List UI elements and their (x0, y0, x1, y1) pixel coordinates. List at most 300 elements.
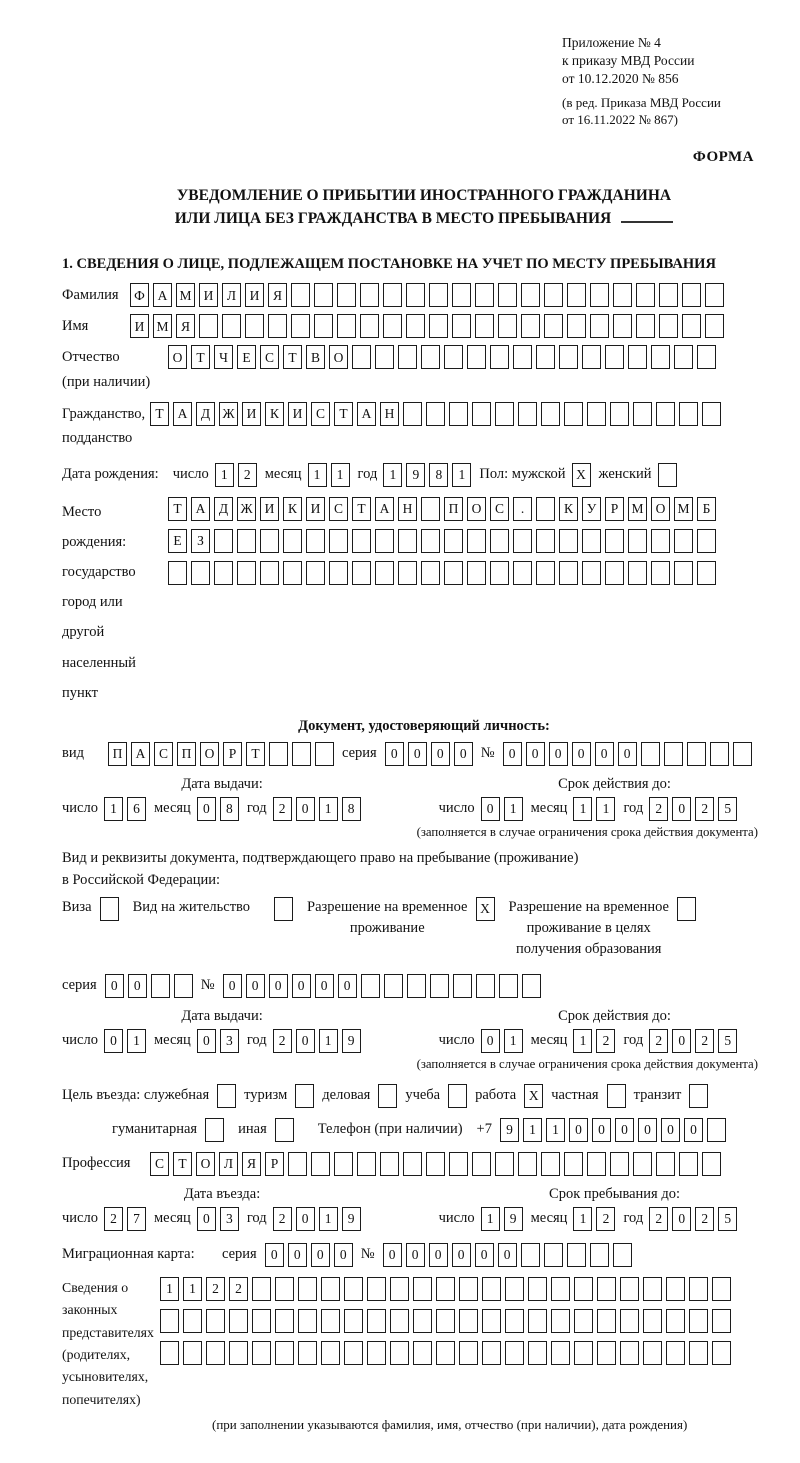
char-cell[interactable] (513, 561, 532, 585)
char-cell[interactable] (544, 283, 563, 307)
char-cell[interactable]: 2 (238, 463, 257, 487)
char-cell[interactable]: 0 (452, 1243, 471, 1267)
char-cell[interactable] (567, 314, 586, 338)
char-cell[interactable]: П (444, 497, 463, 521)
char-cell[interactable]: 9 (504, 1207, 523, 1231)
char-cell[interactable] (407, 974, 426, 998)
char-cell[interactable] (521, 283, 540, 307)
char-cell[interactable]: П (177, 742, 196, 766)
char-cell[interactable] (659, 314, 678, 338)
char-cell[interactable]: X (524, 1084, 543, 1108)
char-cell[interactable] (352, 529, 371, 553)
char-cell[interactable]: 0 (526, 742, 545, 766)
char-cell[interactable]: 0 (618, 742, 637, 766)
char-cell[interactable]: А (375, 497, 394, 521)
char-cell[interactable] (160, 1341, 179, 1365)
char-cell[interactable] (329, 561, 348, 585)
char-cell[interactable]: 9 (342, 1207, 361, 1231)
char-cell[interactable]: 0 (572, 742, 591, 766)
char-cell[interactable] (214, 529, 233, 553)
char-cell[interactable] (298, 1341, 317, 1365)
char-cell[interactable] (597, 1309, 616, 1333)
char-cell[interactable]: Ф (130, 283, 149, 307)
char-cell[interactable] (406, 283, 425, 307)
char-cell[interactable] (452, 314, 471, 338)
birth-year-input[interactable] (383, 463, 471, 487)
char-cell[interactable]: 1 (319, 1029, 338, 1053)
char-cell[interactable]: 0 (615, 1118, 634, 1142)
char-cell[interactable]: 0 (638, 1118, 657, 1142)
char-cell[interactable]: 0 (292, 974, 311, 998)
char-cell[interactable]: 1 (596, 797, 615, 821)
permit-issue-year-input[interactable] (273, 1029, 361, 1053)
char-cell[interactable]: 2 (273, 1029, 292, 1053)
doc-number-input[interactable] (503, 742, 752, 766)
char-cell[interactable]: 0 (431, 742, 450, 766)
char-cell[interactable] (495, 402, 514, 426)
char-cell[interactable]: 1 (546, 1118, 565, 1142)
purpose-transit-checkbox[interactable] (689, 1084, 708, 1108)
char-cell[interactable] (275, 1118, 294, 1142)
char-cell[interactable] (689, 1309, 708, 1333)
char-cell[interactable] (582, 529, 601, 553)
char-cell[interactable]: 0 (408, 742, 427, 766)
char-cell[interactable]: С (150, 1152, 169, 1176)
char-cell[interactable]: М (674, 497, 693, 521)
birthplace-line3-input[interactable] (168, 561, 716, 585)
char-cell[interactable]: 1 (331, 463, 350, 487)
char-cell[interactable] (521, 1243, 540, 1267)
char-cell[interactable]: 9 (500, 1118, 519, 1142)
char-cell[interactable]: М (176, 283, 195, 307)
char-cell[interactable]: 0 (498, 1243, 517, 1267)
char-cell[interactable] (421, 561, 440, 585)
char-cell[interactable] (551, 1277, 570, 1301)
char-cell[interactable]: Н (380, 402, 399, 426)
char-cell[interactable]: 5 (718, 797, 737, 821)
char-cell[interactable]: 0 (475, 1243, 494, 1267)
char-cell[interactable]: И (306, 497, 325, 521)
char-cell[interactable] (237, 561, 256, 585)
char-cell[interactable] (559, 529, 578, 553)
char-cell[interactable] (712, 1309, 731, 1333)
char-cell[interactable] (390, 1277, 409, 1301)
char-cell[interactable]: О (196, 1152, 215, 1176)
char-cell[interactable] (321, 1341, 340, 1365)
char-cell[interactable] (344, 1309, 363, 1333)
char-cell[interactable]: С (490, 497, 509, 521)
char-cell[interactable] (378, 1084, 397, 1108)
char-cell[interactable] (384, 974, 403, 998)
char-cell[interactable]: Т (246, 742, 265, 766)
char-cell[interactable] (666, 1277, 685, 1301)
char-cell[interactable] (528, 1309, 547, 1333)
char-cell[interactable] (398, 529, 417, 553)
char-cell[interactable]: 0 (105, 974, 124, 998)
char-cell[interactable]: 0 (503, 742, 522, 766)
char-cell[interactable] (321, 1309, 340, 1333)
char-cell[interactable] (567, 1243, 586, 1267)
purpose-humanitarian-checkbox[interactable] (205, 1118, 224, 1142)
char-cell[interactable] (459, 1341, 478, 1365)
char-cell[interactable] (436, 1309, 455, 1333)
char-cell[interactable]: М (628, 497, 647, 521)
char-cell[interactable] (643, 1277, 662, 1301)
char-cell[interactable] (679, 402, 698, 426)
char-cell[interactable] (482, 1341, 501, 1365)
entry-year-input[interactable] (273, 1207, 361, 1231)
char-cell[interactable] (536, 561, 555, 585)
char-cell[interactable] (505, 1309, 524, 1333)
char-cell[interactable] (453, 974, 472, 998)
char-cell[interactable]: 0 (338, 974, 357, 998)
char-cell[interactable]: 0 (454, 742, 473, 766)
char-cell[interactable] (613, 314, 632, 338)
char-cell[interactable]: 5 (718, 1207, 737, 1231)
char-cell[interactable] (574, 1277, 593, 1301)
char-cell[interactable]: 0 (672, 797, 691, 821)
patronymic-input[interactable] (168, 345, 716, 369)
char-cell[interactable] (472, 1152, 491, 1176)
char-cell[interactable]: О (467, 497, 486, 521)
char-cell[interactable] (222, 314, 241, 338)
residence-permit-checkbox[interactable] (274, 897, 293, 921)
char-cell[interactable] (459, 1277, 478, 1301)
char-cell[interactable] (574, 1341, 593, 1365)
char-cell[interactable]: 0 (429, 1243, 448, 1267)
char-cell[interactable] (436, 1277, 455, 1301)
char-cell[interactable] (541, 402, 560, 426)
char-cell[interactable] (544, 314, 563, 338)
char-cell[interactable]: 1 (573, 1029, 592, 1053)
char-cell[interactable]: И (245, 283, 264, 307)
char-cell[interactable]: 0 (684, 1118, 703, 1142)
char-cell[interactable] (206, 1341, 225, 1365)
char-cell[interactable]: 0 (197, 1029, 216, 1053)
char-cell[interactable] (643, 1309, 662, 1333)
doc-issue-month-input[interactable] (197, 797, 239, 821)
char-cell[interactable]: Я (176, 314, 195, 338)
char-cell[interactable] (656, 402, 675, 426)
char-cell[interactable]: О (651, 497, 670, 521)
char-cell[interactable] (490, 345, 509, 369)
char-cell[interactable]: 0 (197, 1207, 216, 1231)
char-cell[interactable]: 0 (296, 1207, 315, 1231)
char-cell[interactable]: X (572, 463, 591, 487)
char-cell[interactable]: Я (242, 1152, 261, 1176)
char-cell[interactable]: А (131, 742, 150, 766)
sex-male-checkbox[interactable] (572, 463, 591, 487)
char-cell[interactable] (426, 1152, 445, 1176)
doc-valid-year-input[interactable] (649, 797, 737, 821)
char-cell[interactable]: 2 (273, 797, 292, 821)
char-cell[interactable] (429, 283, 448, 307)
char-cell[interactable]: Е (237, 345, 256, 369)
doc-seriya-input[interactable] (385, 742, 473, 766)
char-cell[interactable]: 1 (215, 463, 234, 487)
char-cell[interactable] (430, 974, 449, 998)
char-cell[interactable] (380, 1152, 399, 1176)
char-cell[interactable] (314, 283, 333, 307)
char-cell[interactable]: 9 (342, 1029, 361, 1053)
char-cell[interactable] (314, 314, 333, 338)
char-cell[interactable]: 0 (661, 1118, 680, 1142)
char-cell[interactable]: Т (352, 497, 371, 521)
char-cell[interactable]: 2 (104, 1207, 123, 1231)
char-cell[interactable]: П (108, 742, 127, 766)
char-cell[interactable] (499, 974, 518, 998)
char-cell[interactable]: 0 (128, 974, 147, 998)
char-cell[interactable]: 3 (220, 1029, 239, 1053)
char-cell[interactable] (367, 1277, 386, 1301)
char-cell[interactable]: 2 (596, 1029, 615, 1053)
char-cell[interactable] (707, 1118, 726, 1142)
char-cell[interactable] (651, 529, 670, 553)
char-cell[interactable] (651, 561, 670, 585)
char-cell[interactable] (151, 974, 170, 998)
char-cell[interactable] (628, 561, 647, 585)
char-cell[interactable] (697, 561, 716, 585)
surname-input[interactable] (130, 283, 724, 307)
char-cell[interactable]: И (242, 402, 261, 426)
char-cell[interactable] (229, 1309, 248, 1333)
char-cell[interactable] (449, 402, 468, 426)
char-cell[interactable] (702, 402, 721, 426)
purpose-tourism-checkbox[interactable] (295, 1084, 314, 1108)
char-cell[interactable] (100, 897, 119, 921)
legal-line2-input[interactable] (160, 1309, 731, 1333)
char-cell[interactable] (367, 1309, 386, 1333)
char-cell[interactable] (252, 1277, 271, 1301)
char-cell[interactable] (367, 1341, 386, 1365)
char-cell[interactable]: 0 (311, 1243, 330, 1267)
char-cell[interactable]: 8 (220, 797, 239, 821)
char-cell[interactable] (329, 529, 348, 553)
char-cell[interactable] (467, 529, 486, 553)
char-cell[interactable]: 0 (223, 974, 242, 998)
permit-valid-day-input[interactable] (481, 1029, 523, 1053)
char-cell[interactable]: С (329, 497, 348, 521)
char-cell[interactable] (413, 1341, 432, 1365)
entry-month-input[interactable] (197, 1207, 239, 1231)
char-cell[interactable]: К (559, 497, 578, 521)
char-cell[interactable]: 2 (695, 797, 714, 821)
char-cell[interactable] (315, 742, 334, 766)
char-cell[interactable] (168, 561, 187, 585)
temp-permit-checkbox[interactable] (476, 897, 495, 921)
char-cell[interactable]: С (311, 402, 330, 426)
char-cell[interactable] (452, 283, 471, 307)
char-cell[interactable]: 0 (288, 1243, 307, 1267)
char-cell[interactable]: К (265, 402, 284, 426)
char-cell[interactable]: 8 (342, 797, 361, 821)
char-cell[interactable] (682, 314, 701, 338)
char-cell[interactable] (551, 1341, 570, 1365)
char-cell[interactable] (643, 1341, 662, 1365)
char-cell[interactable]: 0 (383, 1243, 402, 1267)
char-cell[interactable]: У (582, 497, 601, 521)
mig-number-input[interactable] (383, 1243, 632, 1267)
char-cell[interactable] (544, 1243, 563, 1267)
char-cell[interactable] (421, 497, 440, 521)
char-cell[interactable] (677, 897, 696, 921)
doc-valid-day-input[interactable] (481, 797, 523, 821)
legal-line1-input[interactable] (160, 1277, 731, 1301)
char-cell[interactable]: 0 (269, 974, 288, 998)
char-cell[interactable] (536, 345, 555, 369)
char-cell[interactable]: И (288, 402, 307, 426)
char-cell[interactable] (636, 314, 655, 338)
char-cell[interactable]: 1 (573, 1207, 592, 1231)
char-cell[interactable] (288, 1152, 307, 1176)
char-cell[interactable] (605, 561, 624, 585)
char-cell[interactable]: 5 (718, 1029, 737, 1053)
char-cell[interactable] (444, 529, 463, 553)
char-cell[interactable] (275, 1277, 294, 1301)
char-cell[interactable] (295, 1084, 314, 1108)
char-cell[interactable] (689, 1277, 708, 1301)
char-cell[interactable]: 2 (649, 1029, 668, 1053)
char-cell[interactable] (620, 1277, 639, 1301)
permit-seriya-input[interactable] (105, 974, 193, 998)
char-cell[interactable]: 1 (104, 797, 123, 821)
char-cell[interactable]: Т (283, 345, 302, 369)
char-cell[interactable]: Д (196, 402, 215, 426)
char-cell[interactable] (620, 1341, 639, 1365)
char-cell[interactable] (658, 463, 677, 487)
char-cell[interactable] (298, 1309, 317, 1333)
char-cell[interactable] (472, 402, 491, 426)
char-cell[interactable] (705, 314, 724, 338)
char-cell[interactable] (444, 345, 463, 369)
char-cell[interactable] (689, 1084, 708, 1108)
sex-female-checkbox[interactable] (658, 463, 677, 487)
char-cell[interactable] (705, 283, 724, 307)
char-cell[interactable] (275, 1309, 294, 1333)
stay-year-input[interactable] (649, 1207, 737, 1231)
char-cell[interactable] (436, 1341, 455, 1365)
char-cell[interactable] (421, 345, 440, 369)
char-cell[interactable] (666, 1341, 685, 1365)
char-cell[interactable] (712, 1277, 731, 1301)
char-cell[interactable] (490, 529, 509, 553)
char-cell[interactable] (613, 1243, 632, 1267)
char-cell[interactable]: 2 (695, 1029, 714, 1053)
char-cell[interactable] (587, 1152, 606, 1176)
char-cell[interactable] (536, 497, 555, 521)
char-cell[interactable]: 2 (649, 797, 668, 821)
purpose-study-checkbox[interactable] (448, 1084, 467, 1108)
char-cell[interactable] (352, 561, 371, 585)
permit-issue-day-input[interactable] (104, 1029, 146, 1053)
char-cell[interactable] (666, 1309, 685, 1333)
char-cell[interactable] (498, 283, 517, 307)
char-cell[interactable]: О (329, 345, 348, 369)
char-cell[interactable]: 0 (315, 974, 334, 998)
visa-checkbox[interactable] (100, 897, 119, 921)
char-cell[interactable] (476, 974, 495, 998)
char-cell[interactable]: Т (168, 497, 187, 521)
char-cell[interactable] (199, 314, 218, 338)
char-cell[interactable] (620, 1309, 639, 1333)
char-cell[interactable] (659, 283, 678, 307)
char-cell[interactable] (610, 1152, 629, 1176)
char-cell[interactable] (403, 1152, 422, 1176)
char-cell[interactable] (587, 402, 606, 426)
char-cell[interactable]: З (191, 529, 210, 553)
profession-input[interactable] (150, 1152, 721, 1176)
char-cell[interactable]: 2 (649, 1207, 668, 1231)
char-cell[interactable] (559, 561, 578, 585)
char-cell[interactable] (406, 314, 425, 338)
char-cell[interactable] (605, 529, 624, 553)
char-cell[interactable] (582, 561, 601, 585)
char-cell[interactable] (610, 402, 629, 426)
char-cell[interactable] (521, 314, 540, 338)
birth-month-input[interactable] (308, 463, 350, 487)
char-cell[interactable]: Р (265, 1152, 284, 1176)
char-cell[interactable]: 0 (296, 1029, 315, 1053)
char-cell[interactable] (559, 345, 578, 369)
char-cell[interactable] (269, 742, 288, 766)
char-cell[interactable]: Е (168, 529, 187, 553)
char-cell[interactable]: 2 (596, 1207, 615, 1231)
char-cell[interactable] (633, 1152, 652, 1176)
char-cell[interactable] (564, 1152, 583, 1176)
doc-valid-month-input[interactable] (573, 797, 615, 821)
char-cell[interactable] (656, 1152, 675, 1176)
char-cell[interactable]: 6 (127, 797, 146, 821)
char-cell[interactable]: С (154, 742, 173, 766)
char-cell[interactable]: А (357, 402, 376, 426)
char-cell[interactable]: О (168, 345, 187, 369)
char-cell[interactable]: 0 (549, 742, 568, 766)
char-cell[interactable]: 0 (265, 1243, 284, 1267)
char-cell[interactable] (498, 314, 517, 338)
char-cell[interactable] (237, 529, 256, 553)
char-cell[interactable]: Т (150, 402, 169, 426)
name-input[interactable] (130, 314, 724, 338)
char-cell[interactable]: 1 (523, 1118, 542, 1142)
char-cell[interactable] (628, 529, 647, 553)
char-cell[interactable] (664, 742, 683, 766)
char-cell[interactable]: 1 (481, 1207, 500, 1231)
char-cell[interactable] (636, 283, 655, 307)
char-cell[interactable] (495, 1152, 514, 1176)
birth-day-input[interactable] (215, 463, 257, 487)
char-cell[interactable] (183, 1341, 202, 1365)
char-cell[interactable] (590, 1243, 609, 1267)
purpose-work-checkbox[interactable] (524, 1084, 543, 1108)
char-cell[interactable] (482, 1309, 501, 1333)
char-cell[interactable] (564, 402, 583, 426)
char-cell[interactable] (291, 283, 310, 307)
char-cell[interactable] (383, 314, 402, 338)
char-cell[interactable]: 1 (127, 1029, 146, 1053)
char-cell[interactable] (268, 314, 287, 338)
char-cell[interactable] (528, 1341, 547, 1365)
doc-issue-year-input[interactable] (273, 797, 361, 821)
char-cell[interactable] (613, 283, 632, 307)
char-cell[interactable] (361, 974, 380, 998)
char-cell[interactable]: 1 (319, 1207, 338, 1231)
char-cell[interactable] (398, 345, 417, 369)
char-cell[interactable] (360, 314, 379, 338)
char-cell[interactable] (674, 345, 693, 369)
char-cell[interactable] (292, 742, 311, 766)
char-cell[interactable] (467, 561, 486, 585)
char-cell[interactable] (375, 561, 394, 585)
